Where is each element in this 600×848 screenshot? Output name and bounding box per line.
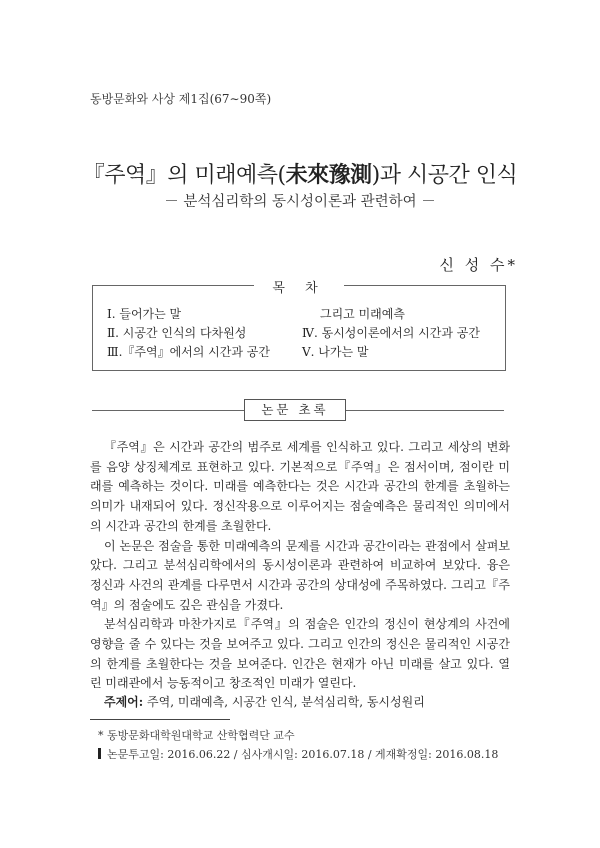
author-mark: * <box>507 256 518 274</box>
title-pre: 『주역』의 미래예측( <box>82 163 286 188</box>
title-hanja: 未來豫測 <box>285 162 372 188</box>
footnote-affiliation: * 동방문화대학원대학교 산학협력단 교수 <box>98 729 295 742</box>
abstract-paragraph: 분석심리학과 마찬가지로『주역』의 점술은 인간의 정신이 현상계의 사건에 영향을 줄 수 있다는 것을 보여주고 있다. 그리고 인간의 정신은 물리적인 시공간의 한계를 초월한다는 것을 보여준다. 인간은 현재가 아닌 미래를 살고 있다. 열린 미래관에서 능동적이고 창조적인 미래가 열린다. <box>90 617 510 691</box>
abstract-body <box>90 438 510 694</box>
footnote-dates-text: 논문투고일: 2016.06.22 / 심사개시일: 2016.07.18 / 게재확정일: 2016.08.18 <box>107 748 499 761</box>
abstract-paragraph: 이 논문은 점술을 통한 미래예측의 문제를 시간과 공간이라는 관점에서 살펴보았다. 그리고 분석심리학에서의 동시성이론과 관련하여 비교하여 보았다. 융은 정신과 사건의 관계를 다루면서 시간과 공간의 상대성에 주목하였다. 그리고『주역』의 점술에도 깊은 관심을 가졌다. <box>90 538 510 612</box>
keywords-label: 주제어: <box>104 695 144 709</box>
author <box>439 254 518 275</box>
toc-label: 목 차 <box>254 277 344 296</box>
abstract-label: 논문 초록 <box>244 399 346 421</box>
toc-right-column <box>302 305 480 362</box>
footnote-rule <box>90 719 230 720</box>
paper-subtitle: － 분석심리학의 동시성이론과 관련하여 － <box>164 194 436 210</box>
title-post: )과 시공간 인식 <box>371 163 518 188</box>
toc-item[interactable]: 그리고 미래예측 <box>320 307 405 321</box>
keywords <box>104 693 425 710</box>
abstract-paragraph: 『주역』은 시간과 공간의 범주로 세계를 인식하고 있다. 그리고 세상의 변화를 음양 상징체계로 표현하고 있다. 기본적으로『주역』은 점서이며, 점이란 미래를 예측하는 것이다. 미래를 예측한다는 것은 시간과 공간의 한계를 초월하는 의미가 내재되어 있다. 정신작용으로 이루어지는 점술예측은 물리적인 의미에서의 시간과 공간의 한계를 초월한다. <box>90 440 510 533</box>
toc-item[interactable]: Ⅴ. 나가는 말 <box>302 345 369 359</box>
author-name: 신 성 수 <box>439 256 508 274</box>
footnote-dates <box>98 746 498 762</box>
toc-left-column <box>107 305 270 362</box>
paper-title <box>0 158 600 189</box>
footnote-bar-marker <box>98 748 101 759</box>
toc-item[interactable]: Ⅰ. 들어가는 말 <box>107 307 182 321</box>
toc-item[interactable]: Ⅱ. 시공간 인식의 다차원성 <box>107 326 247 340</box>
keywords-value: 주역, 미래예측, 시공간 인식, 분석심리학, 동시성원리 <box>143 695 425 709</box>
toc-item[interactable]: Ⅳ. 동시성이론에서의 시간과 공간 <box>302 326 480 340</box>
journal-header: 동방문화와 사상 제1집(67∼90쪽) <box>90 92 272 106</box>
toc-item[interactable]: Ⅲ.『주역』에서의 시간과 공간 <box>107 345 270 359</box>
